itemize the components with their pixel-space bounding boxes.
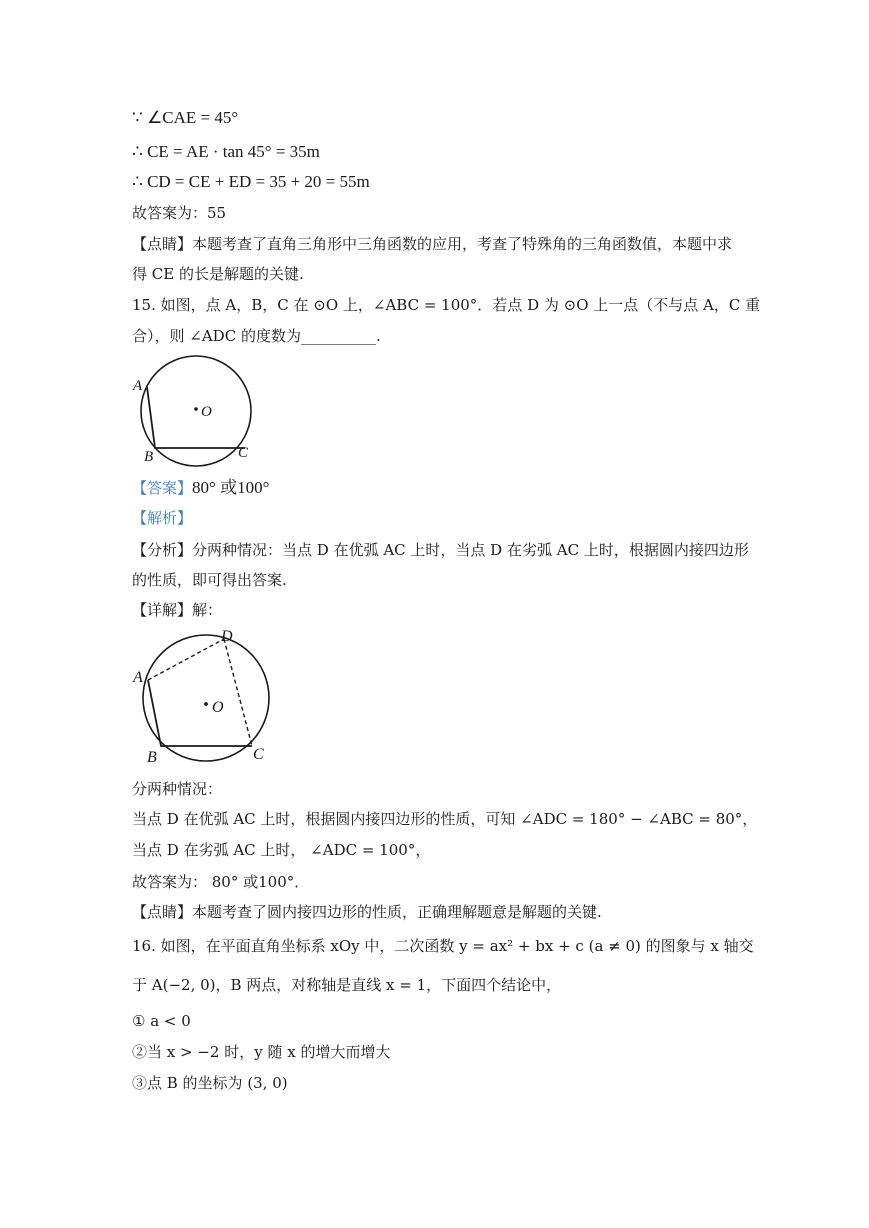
label-b: B	[147, 749, 157, 766]
comment-line-14b: 得 CE 的长是解题的关键.	[132, 265, 304, 283]
label-b: B	[144, 449, 154, 465]
center-point-o	[194, 407, 198, 411]
figure-circle-abc	[130, 350, 260, 470]
polyline-abc	[147, 387, 245, 448]
solution-line-angle-cae: ∵ ∠CAE = 45°	[132, 108, 239, 127]
option-3: ③点 B 的坐标为 (3, 0)	[132, 1074, 288, 1092]
label-c: C	[238, 445, 249, 461]
center-point-o	[204, 702, 208, 706]
analysis-tag: 【解析】	[132, 509, 193, 527]
circle-o	[141, 356, 251, 466]
question-16-line-2: 于 A(−2, 0)，B 两点，对称轴是直线 x = 1，下面四个结论中，	[132, 976, 562, 994]
label-d: D	[221, 628, 233, 645]
answer-value: 80° 或100°	[192, 478, 270, 497]
analysis-line-1: 【分析】分两种情况：当点 D 在优弧 AC 上时，当点 D 在劣弧 AC 上时，根据圆内接四边形	[132, 541, 749, 559]
dashed-dc	[224, 639, 252, 746]
solution-line-cd: ∴ CD = CE + ED = 35 + 20 = 55m	[132, 172, 370, 191]
label-c: C	[253, 746, 264, 763]
question-16-line-1: 16. 如图，在平面直角坐标系 xOy 中，二次函数 y = ax² + bx + c (a ≠ 0) 的图象与 x 轴交	[132, 937, 754, 955]
detail-line-3: 当点 D 在劣弧 AC 上时， ∠ADC = 100°，	[132, 841, 431, 859]
answer-line-15b: 故答案为： 80° 或100°．	[132, 873, 310, 891]
question-15-line-2: 合），则 ∠ADC 的度数为__________.	[132, 327, 381, 345]
detail-tag: 【详解】解：	[132, 601, 223, 619]
analysis-line-2: 的性质，即可得出答案.	[132, 571, 287, 589]
polyline-abc	[148, 680, 252, 746]
circle-o	[143, 635, 269, 761]
detail-line-1: 分两种情况：	[132, 780, 223, 798]
question-15-line-1: 15. 如图，点 A，B，C 在 ⊙O 上，∠ABC = 100°．若点 D 为 ⊙O 上一点（不与点 A，C 重	[132, 296, 761, 314]
label-a: A	[133, 378, 143, 394]
option-1: ① a < 0	[132, 1012, 191, 1030]
solution-line-ce: ∴ CE = AE · tan 45° = 35m	[132, 142, 320, 161]
label-o: O	[212, 699, 224, 716]
dashed-ad	[148, 639, 224, 680]
figure-circle-abcd	[128, 623, 278, 768]
answer-line-14: 故答案为：55	[132, 204, 227, 222]
comment-line-15: 【点睛】本题考查了圆内接四边形的性质，正确理解题意是解题的关键.	[132, 903, 602, 921]
option-2: ②当 x > −2 时，y 随 x 的增大而增大	[132, 1043, 391, 1061]
detail-line-2: 当点 D 在优弧 AC 上时，根据圆内接四边形的性质，可知 ∠ADC = 180° − ∠ABC = 80°，	[132, 810, 758, 828]
comment-line-14a: 【点睛】本题考查了直角三角形中三角函数的应用，考查了特殊角的三角函数值，本题中求	[132, 235, 733, 253]
label-a: A	[133, 669, 143, 686]
label-o: O	[201, 404, 212, 420]
answer-line-15	[132, 478, 269, 498]
answer-tag: 【答案】	[132, 479, 193, 497]
